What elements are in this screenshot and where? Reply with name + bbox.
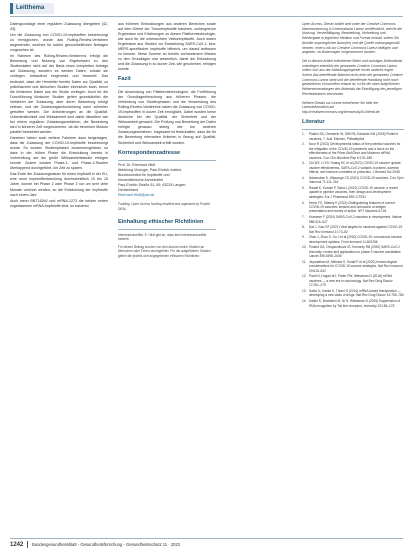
reference-number: 9. [302, 235, 305, 240]
reference-number: 10. [302, 245, 307, 250]
ethics-statement: Für diesen Beitrag wurden von den Autoren keine Studien an Menschen oder Tieren durchgeführt. Für die aufgeführten Studien gelten die jeweils dort angegebenen ethischen Richtlinien. [118, 244, 211, 258]
column-2 [118, 22, 216, 261]
reference-item [302, 201, 404, 214]
correspondence-address [118, 163, 216, 198]
reference-text: Jeyanathan M, Afkhami S, Smaill F et al (2020) Immunological considerations for COVID-19 vaccine strategies. Nat Rev Immunol 20:615–632 [309, 259, 403, 273]
journal-citation: Bundesgesundheitsblatt - Gesundheitsforschung - Gesundheitsschutz 11 · 2022 [31, 542, 181, 547]
address-line: Bundesinstitut für Impfstoffe und [118, 173, 170, 178]
reference-item [302, 176, 404, 185]
fazit-rule [118, 86, 216, 87]
ethics-heading: Einhaltung ethischer Richtlinien [118, 219, 204, 226]
reference-text: Noor R (2021) Developmental status of the potential vaccines for the mitigation of the COVID-19 pandemic and a focus on the effectiveness of the Pfizer-BioNTech and Moderna mRNA vaccines. Curr Clin Microbiol Rep 8:178–185 [309, 142, 401, 160]
correspondence-rule [118, 160, 216, 161]
footer-separator [27, 541, 28, 548]
page-number: 1242 [10, 541, 24, 548]
funding-note: Funding. Open Access funding enabled and organized by Projekt DEAL. [118, 202, 210, 211]
address-line: biomedizinische Arzneimittel [118, 178, 164, 183]
reference-number: 12. [302, 274, 307, 279]
paragraph: Das Ende der Zulassungsdauer für einen Impfstoff in der EU, eine neue Impfstoffentwicklung durchschnittlich 10 bis 15 Jahre, konnte bei Phase 2 oder Phase 3 nur um sehr viele Monate verkürzt werden, so die Entwicklung der Impfstoffe nach einem Jahr. [10, 172, 108, 197]
reference-number: 3. [302, 161, 305, 166]
license-paragraph: Die in diesem Artikel enthaltenen Bilder und sonstiges Drittmaterial unterliegen ebenfalls der genannten Creative Commons Lizenz, sofern sich aus der Abbildungslegende nichts anderes ergibt. Sofern das betreffende Material nicht unter der genannten Creative Commons Lizenz steht und die betreffende Handlung nicht nach gesetzlichen Vorschriften erlaubt ist, ist für die oben aufgeführten Weiterverwendungen des Materials die Einwilligung des jeweiligen Rechteinhabers einzuholen. [302, 58, 403, 96]
section-tag: Leitthema [10, 3, 54, 14]
reference-item [302, 142, 404, 160]
literature-heading: Literatur [302, 118, 325, 125]
reference-item [302, 299, 404, 308]
reference-number: 8. [302, 225, 305, 230]
page-footer [10, 541, 180, 548]
reference-item [302, 132, 404, 141]
reference-text: Plotkin SA, Orenstein W, Offit PA, Edwards KM (2018) Plotkin's vaccines, 7. Aufl. Elsevier, Philadelphia [309, 132, 399, 141]
license-paragraph: Open Access. Dieser Artikel wird unter der Creative Commons Namensnennung 4.0 International Lizenz veröffentlicht, welche die Nutzung, Vervielfältigung, Bearbeitung, Verbreitung und Wiedergabe in jeglichem Medium und Format erlaubt, sofern Sie den/die ursprünglichen Autor(en) und die Quelle ordnungsgemäß nennen, einen Link zur Creative Commons Lizenz beifügen und angeben, ob Änderungen vorgenommen wurden. [302, 22, 402, 55]
address-line: Paul-Ehrlich-Straße 51–59, 63225 Langen, [118, 183, 187, 188]
reference-text: Karikó K, Buckstein M, Ni H, Weissman D (2005) Suppression of RNA recognition by Toll-like receptors. Immunity 23:165–175 [309, 299, 401, 308]
reference-text: Chi WY, Li YD, Huang HC et al (2022) COVID-19 vaccine update: vaccine effectiveness, SARS-CoV-2 variants, boosters, adverse effects, and immune correlates of protection. J Biomed Sci 29:82 [309, 161, 402, 175]
address-line: Deutschland [118, 188, 138, 193]
paragraph: Daneben haben auch weitere Faktoren dazu beigetragen, dass die Zulassung der COVID-19-Impfstoffe beschleunigt wurde. So wurden Studienphasen zusammengefasst, so dass in der frühen Phase die Entwicklung bereits in Vorbereitung auf die große Wirksamkeitsstudie erfolgen konnte. Zudem wurden Phase-1- und Phase-2-Studien überlappend durchgeführt, um Zeit zu sparen. [10, 136, 108, 171]
reference-text: Pardi N, Hogan MJ, Porter FW, Weissman D (2018) mRNA vaccines — a new era in vaccinology. Nat Rev Drug Discov 17:261–279 [309, 274, 393, 288]
fazit-heading: Fazit [118, 76, 131, 83]
reference-item [302, 289, 404, 298]
reference-text: Sahin U, Karikó K, Türeci Ö (2014) mRNA-based therapeutics — developing a new class of drugs. Nat Rev Drug Discov 13:759–780 [309, 289, 404, 298]
column-1 [10, 22, 108, 210]
reference-number: 7. [302, 215, 305, 220]
reference-text: Rawat K, Kumari P, Saha L (2021) COVID-19 vaccine: a recent update in pipeline vaccines, their design and development strategies. Eur J Pharmacol 892:173751 [309, 185, 398, 199]
reference-item [302, 186, 404, 199]
top-rule [10, 16, 403, 17]
paragraph: Datengrundlage einer regulären Zulassung übergeben [42, 43]. [10, 22, 108, 32]
reference-item [302, 260, 404, 273]
correspondence-heading: Korrespondenzadresse [118, 149, 181, 156]
reference-number: 1. [302, 132, 305, 137]
ethics-statement: Interessenkonflikt. E. Hildt gibt an, dass kein Interessenkonflikt besteht. [118, 232, 207, 242]
reference-text: Zhao J, Zhao S, Ou J et al (2020) COVID-19: coronavirus vaccine development updates. Front Immunol 11:602256 [309, 235, 402, 244]
reference-number: 6. [302, 200, 305, 205]
reference-text: Poland GA, Ovsyannikova IG, Kennedy RB (2020) SARS-CoV-2 immunity: review and applications to phase 3 vaccine candidates. Lancet 396:1595–1606 [309, 245, 402, 259]
ethics-rule [118, 229, 216, 230]
reference-text: Dai L, Gao GF (2021) Viral targets for vaccines against COVID-19. Nat Rev Immunol 21:73–82 [309, 225, 404, 234]
reference-list [302, 132, 404, 308]
reference-item [302, 225, 404, 234]
reference-text: Ndwandwe D, Wiysonge CS (2021) COVID-19 vaccines. Curr Opin Immunol 71:111–116 [309, 175, 404, 185]
address-line: Abteilung Virologie, Paul-Ehrlich-Institut, [118, 168, 183, 173]
paragraph: Die Anwendung von Plattformtechnologien, die Fortführung der Grundlagenforschung aus früheren Phasen, die Verbindung von Studienphasen und die Verwendung des Rolling-Review-Verfahrens haben die Zulassung von COVID-19-Impfstoffen in kurzer Zeit ermöglicht. Dabei wurden keine Abstriche bei der Qualität, der Sicherheit und der Wirksamkeit gemacht. Die Prüfung und Bewertung der Daten erfolgte genauso streng wie bei anderen Zulassungsverfahren. Insgesamt ist festzuhalten, dass die für die Bewertung relevanten Kriterien in Bezug auf Qualität, Sicherheit und Wirksamkeit erfüllt wurden. [118, 90, 216, 145]
reference-text: Heinz FX, Stiasny K (2021) Distinguishing features of current COVID-19 vaccines: knowns and unknowns of antigen presentation and modes of action. NPJ Vaccines 6:104 [309, 200, 395, 214]
email-link[interactable]: Eberhard.Hildt@pei.de [118, 193, 155, 198]
paragraph: Um die Zulassung von COVID-19-Impfstoffen beschleunigt zu ermöglichen, wurde das Rolling-Review-Verfahren angewendet, welches für solche gesundheitlichen Notlagen vorgesehen ist. [10, 33, 108, 53]
reference-number: 11. [302, 259, 307, 264]
literature-rule [302, 129, 404, 130]
reference-item [302, 274, 404, 287]
paragraph: aus früheren Entwicklungen aus anderen Bereichen sowie auf dem Gebiet der Tumorimpfstoffe basieren, umfangreiche Ergebnisse und Erfahrungen zu diesen Plattformtechnologie, wie auch für die untersuchten Vektorimpfstoffe. Auch waren Ergebnisse aus Studien zur Entwicklung SARS-CoV-1- bzw. MERS-spezifischer Impfstoffe hilfreich, um darauf aufbauen zu können. Diese Summe an bereits vorhandenem Wissen zu den Grundlagen war wesentlich, damit die Entwicklung und die Zulassung in so kurzer Zeit, wie geschehen, erfolgen konnte. [118, 22, 216, 72]
reference-item [302, 235, 404, 244]
paragraph: Auch wenn BNT162b2 und mRNA-1273 die beiden ersten zugelassenen mRNA-Impfstoffe sind, so basieren [10, 198, 108, 208]
reference-number: 5. [302, 185, 305, 190]
column-3 [302, 22, 404, 309]
footer-rule [10, 538, 403, 539]
license-paragraph: Weitere Details zur Lizenz entnehmen Sie bitte der Lizenzinformation auf http://creativecommons.org/licenses/by/4.0/deed.de. [302, 100, 381, 114]
reference-item [302, 161, 404, 174]
reference-item [302, 245, 404, 258]
address-line: Prof. Dr. Eberhard Hildt [118, 163, 156, 168]
reference-number: 13. [302, 289, 307, 293]
reference-number: 14. [302, 299, 307, 304]
reference-text: Krammer F (2020) SARS-CoV-2 vaccines in development. Nature 586:516–527 [309, 215, 402, 224]
reference-item [302, 215, 404, 224]
paragraph: Im Rahmen des Rolling-Review-Verfahrens erfolgt die Bewertung und Nutzung von Ergebnissen zu den Studiendaten nicht auf der Basis eines kompletten Antrags auf Zulassung, sondern es werden Daten, sobald sie vorliegen, fortlaufend eingereicht und bewertet. Das bedeutet, dass der Hersteller bereits Daten zur Qualität, zu präklinischen und klinischen Studien einreichen kann, bevor die klinischen Daten aus der Studie vorliegen. Auch für die Durchführung klinischer Studien gelten grundsätzlich die Verfahren der Zulassung, aber deren Bewertung erfolgt zeitnah, und die Zulassungsentscheidung kann schneller getroffen werden. Die Anforderungen an die Qualität, Unbedenklichkeit und Wirksamkeit sind dabei dieselben wie bei einem regulären Zulassungsverfahren, die Bewertung wird in kürzerer Zeit vorgenommen, da die einzelnen Module parallel bearbeitet werden. [10, 54, 108, 134]
reference-number: 2. [302, 142, 305, 147]
reference-number: 4. [302, 175, 305, 180]
